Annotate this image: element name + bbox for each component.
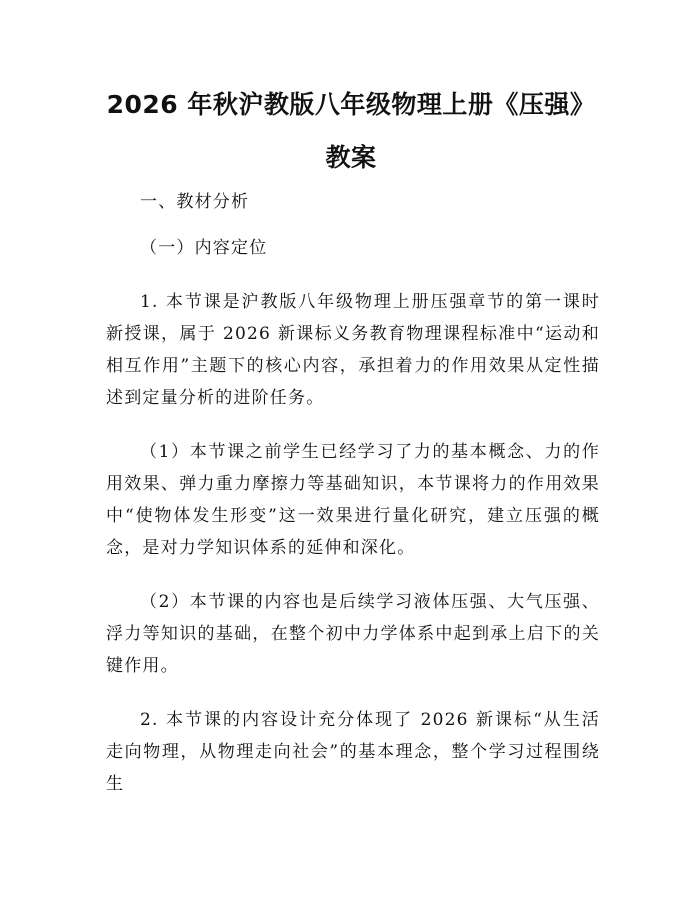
paragraph-4: 2. 本节课的内容设计充分体现了 2026 新课标“从生活走向物理，从物理走向社会”的基本理念，整个学习过程围绕生: [106, 710, 600, 794]
document-body: [106, 186, 600, 822]
paragraph-1: 1. 本节课是沪教版八年级物理上册压强章节的第一课时新授课，属于 2026 新课标义务教育物理课程标准中“运动和相互作用”主题下的核心内容，承担着力的作用效果从定性描述到定量分析的进阶任务。: [106, 292, 600, 408]
subsection-heading: （一）内容定位: [140, 238, 268, 258]
paragraph-3: （2）本节课的内容也是后续学习液体压强、大气压强、浮力等知识的基础，在整个初中力学体系中起到承上启下的关键作用。: [106, 592, 600, 676]
page-title: 2026 年秋沪教版八年级物理上册《压强》教案: [106, 90, 596, 172]
section-heading: 一、教材分析: [140, 192, 250, 212]
paragraph-2: （1）本节课之前学生已经学习了力的基本概念、力的作用效果、弹力重力摩擦力等基础知识，本节课将力的作用效果中“使物体发生形变”这一效果进行量化研究，建立压强的概念，是对力学知识体系的延伸和深化。: [106, 442, 600, 558]
